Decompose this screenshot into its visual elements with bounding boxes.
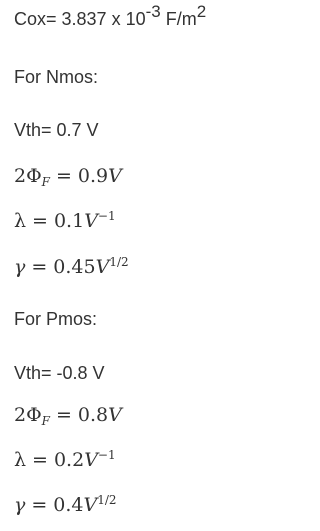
nmos-lambda-eq: = xyxy=(32,210,48,232)
nmos-gamma-symbol: γ xyxy=(14,256,26,278)
pmos-phi-symbol: Φ xyxy=(26,404,42,426)
nmos-phi-value: 0.9 xyxy=(77,165,109,187)
pmos-gamma-symbol: γ xyxy=(14,494,26,516)
pmos-phi-coef: 2 xyxy=(14,404,27,426)
pmos-lambda-exponent: −1 xyxy=(97,448,116,462)
nmos-phi-sub: F xyxy=(41,175,50,189)
nmos-lambda-line xyxy=(14,209,116,232)
nmos-vth: Vth= 0.7 V xyxy=(14,120,99,140)
nmos-gamma-exponent: 1/2 xyxy=(109,255,129,269)
pmos-phi-unit: V xyxy=(108,404,122,426)
pmos-phi-sub: F xyxy=(41,414,50,428)
pmos-heading: For Pmos: xyxy=(14,309,98,329)
cox-line xyxy=(14,2,207,29)
nmos-lambda-value: 0.1 xyxy=(53,210,85,232)
cox-unit-exponent: 2 xyxy=(196,2,207,21)
pmos-gamma-line xyxy=(14,493,117,516)
pmos-gamma-eq: = xyxy=(31,494,48,516)
nmos-phi-symbol: Φ xyxy=(26,165,42,187)
cox-label: Cox= 3.837 x 10 xyxy=(14,9,146,29)
pmos-lambda-eq: = xyxy=(32,449,48,471)
pmos-gamma-unit: V xyxy=(83,494,98,516)
nmos-gamma-value: 0.45 xyxy=(53,256,96,278)
pmos-phi-value: 0.8 xyxy=(77,404,109,426)
pmos-gamma-exponent: 1/2 xyxy=(97,493,117,507)
pmos-gamma-value: 0.4 xyxy=(53,494,84,516)
pmos-lambda-symbol: λ xyxy=(14,449,27,471)
nmos-phi-unit: V xyxy=(108,165,122,187)
nmos-phi-coef: 2 xyxy=(14,165,27,187)
pmos-lambda-value: 0.2 xyxy=(53,449,85,471)
nmos-phi-f-line xyxy=(14,165,122,189)
pmos-vth: Vth= -0.8 V xyxy=(14,363,105,383)
nmos-gamma-line xyxy=(14,255,129,278)
nmos-lambda-symbol: λ xyxy=(14,210,27,232)
cox-unit: F/m xyxy=(165,9,197,29)
nmos-gamma-eq: = xyxy=(31,256,48,278)
pmos-lambda-unit: V xyxy=(84,449,98,471)
nmos-lambda-unit: V xyxy=(84,210,98,232)
cox-exponent: -3 xyxy=(145,2,161,21)
pmos-phi-f-line xyxy=(14,404,122,428)
nmos-heading: For Nmos: xyxy=(14,67,99,87)
nmos-gamma-unit: V xyxy=(95,256,110,278)
pmos-phi-eq: = xyxy=(56,404,72,426)
nmos-phi-eq: = xyxy=(56,165,72,187)
pmos-lambda-line xyxy=(14,448,116,471)
nmos-lambda-exponent: −1 xyxy=(97,209,116,223)
